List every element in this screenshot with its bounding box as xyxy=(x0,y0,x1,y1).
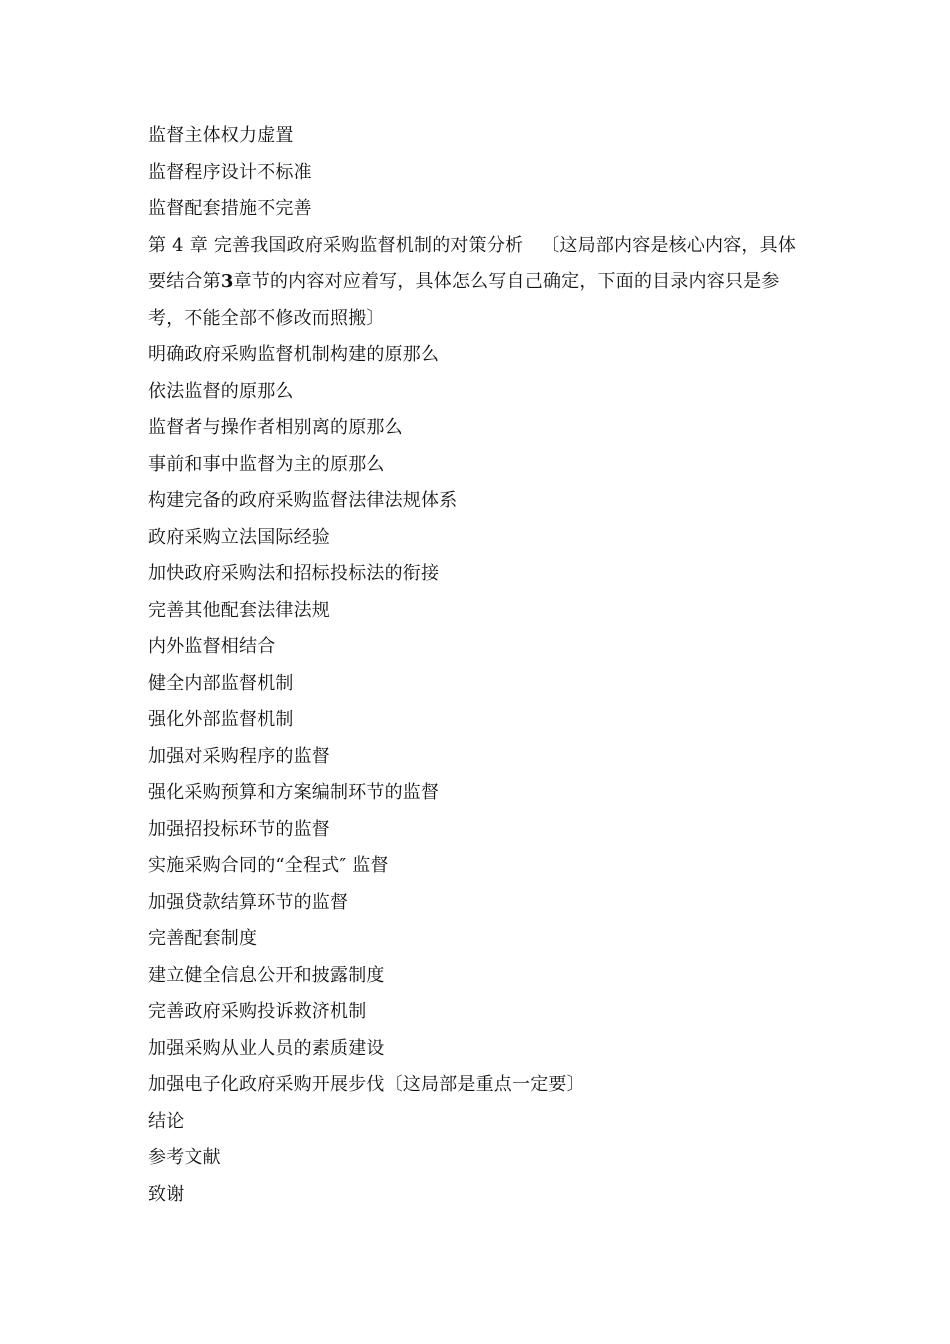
toc-item: 加强电子化政府采购开展步伐〔这局部是重点一定要〕 xyxy=(148,1074,585,1095)
toc-item-references: 参考文献 xyxy=(148,1147,221,1168)
chapter4-note-part1: 〔这局部内容是核心内容，具体要结合第 xyxy=(148,234,797,292)
toc-item: 强化采购预算和方案编制环节的监督 xyxy=(148,782,440,803)
toc-item: 完善其他配套法律法规 xyxy=(148,599,330,621)
toc-item: 构建完备的政府采购监督法律法规体系 xyxy=(148,490,458,511)
toc-item: 依法监督的原那么 xyxy=(148,380,294,402)
toc-item: 监督程序设计不标准 xyxy=(148,161,312,183)
chapter4-heading: 第 4 章 完善我国政府采购监督机制的对策分析 xyxy=(148,234,524,256)
toc-item: 监督主体权力虚置 xyxy=(148,125,294,146)
chapter4-heading-paragraph xyxy=(148,228,808,338)
chapter4-note-number: 3 xyxy=(220,271,234,292)
toc-item: 政府采购立法国际经验 xyxy=(148,526,330,548)
toc-item: 完善配套制度 xyxy=(148,928,258,949)
toc-item: 强化外部监督机制 xyxy=(148,709,294,730)
toc-item: 内外监督相结合 xyxy=(148,636,276,657)
toc-item: 监督配套措施不完善 xyxy=(148,198,312,219)
toc-item-conclusion: 结论 xyxy=(148,1110,185,1132)
toc-item: 健全内部监督机制 xyxy=(148,672,294,694)
toc-item: 加快政府采购法和招标投标法的衔接 xyxy=(148,563,440,584)
toc-item: 加强采购从业人员的素质建设 xyxy=(148,1037,385,1059)
toc-item: 加强招投标环节的监督 xyxy=(148,818,330,840)
chapter4-note-part2: 章节的内容对应着写，具体怎么写自己确定，下面的目录内容只是参考，不能全部不修改而照搬〕 xyxy=(148,271,780,329)
toc-item: 完善政府采购投诉救济机制 xyxy=(148,1001,367,1022)
toc-item: 加强贷款结算环节的监督 xyxy=(148,891,349,913)
toc-item-acknowledgements: 致谢 xyxy=(148,1183,185,1205)
toc-list xyxy=(148,118,808,1213)
toc-item: 建立健全信息公开和披露制度 xyxy=(148,964,385,986)
toc-item: 加强对采购程序的监督 xyxy=(148,745,330,767)
toc-item: 事前和事中监督为主的原那么 xyxy=(148,453,385,475)
toc-item: 监督者与操作者相别离的原那么 xyxy=(148,417,403,438)
toc-item: 实施采购合同的“全程式″ 监督 xyxy=(148,855,389,876)
toc-item: 明确政府采购监督机制构建的原那么 xyxy=(148,344,440,365)
